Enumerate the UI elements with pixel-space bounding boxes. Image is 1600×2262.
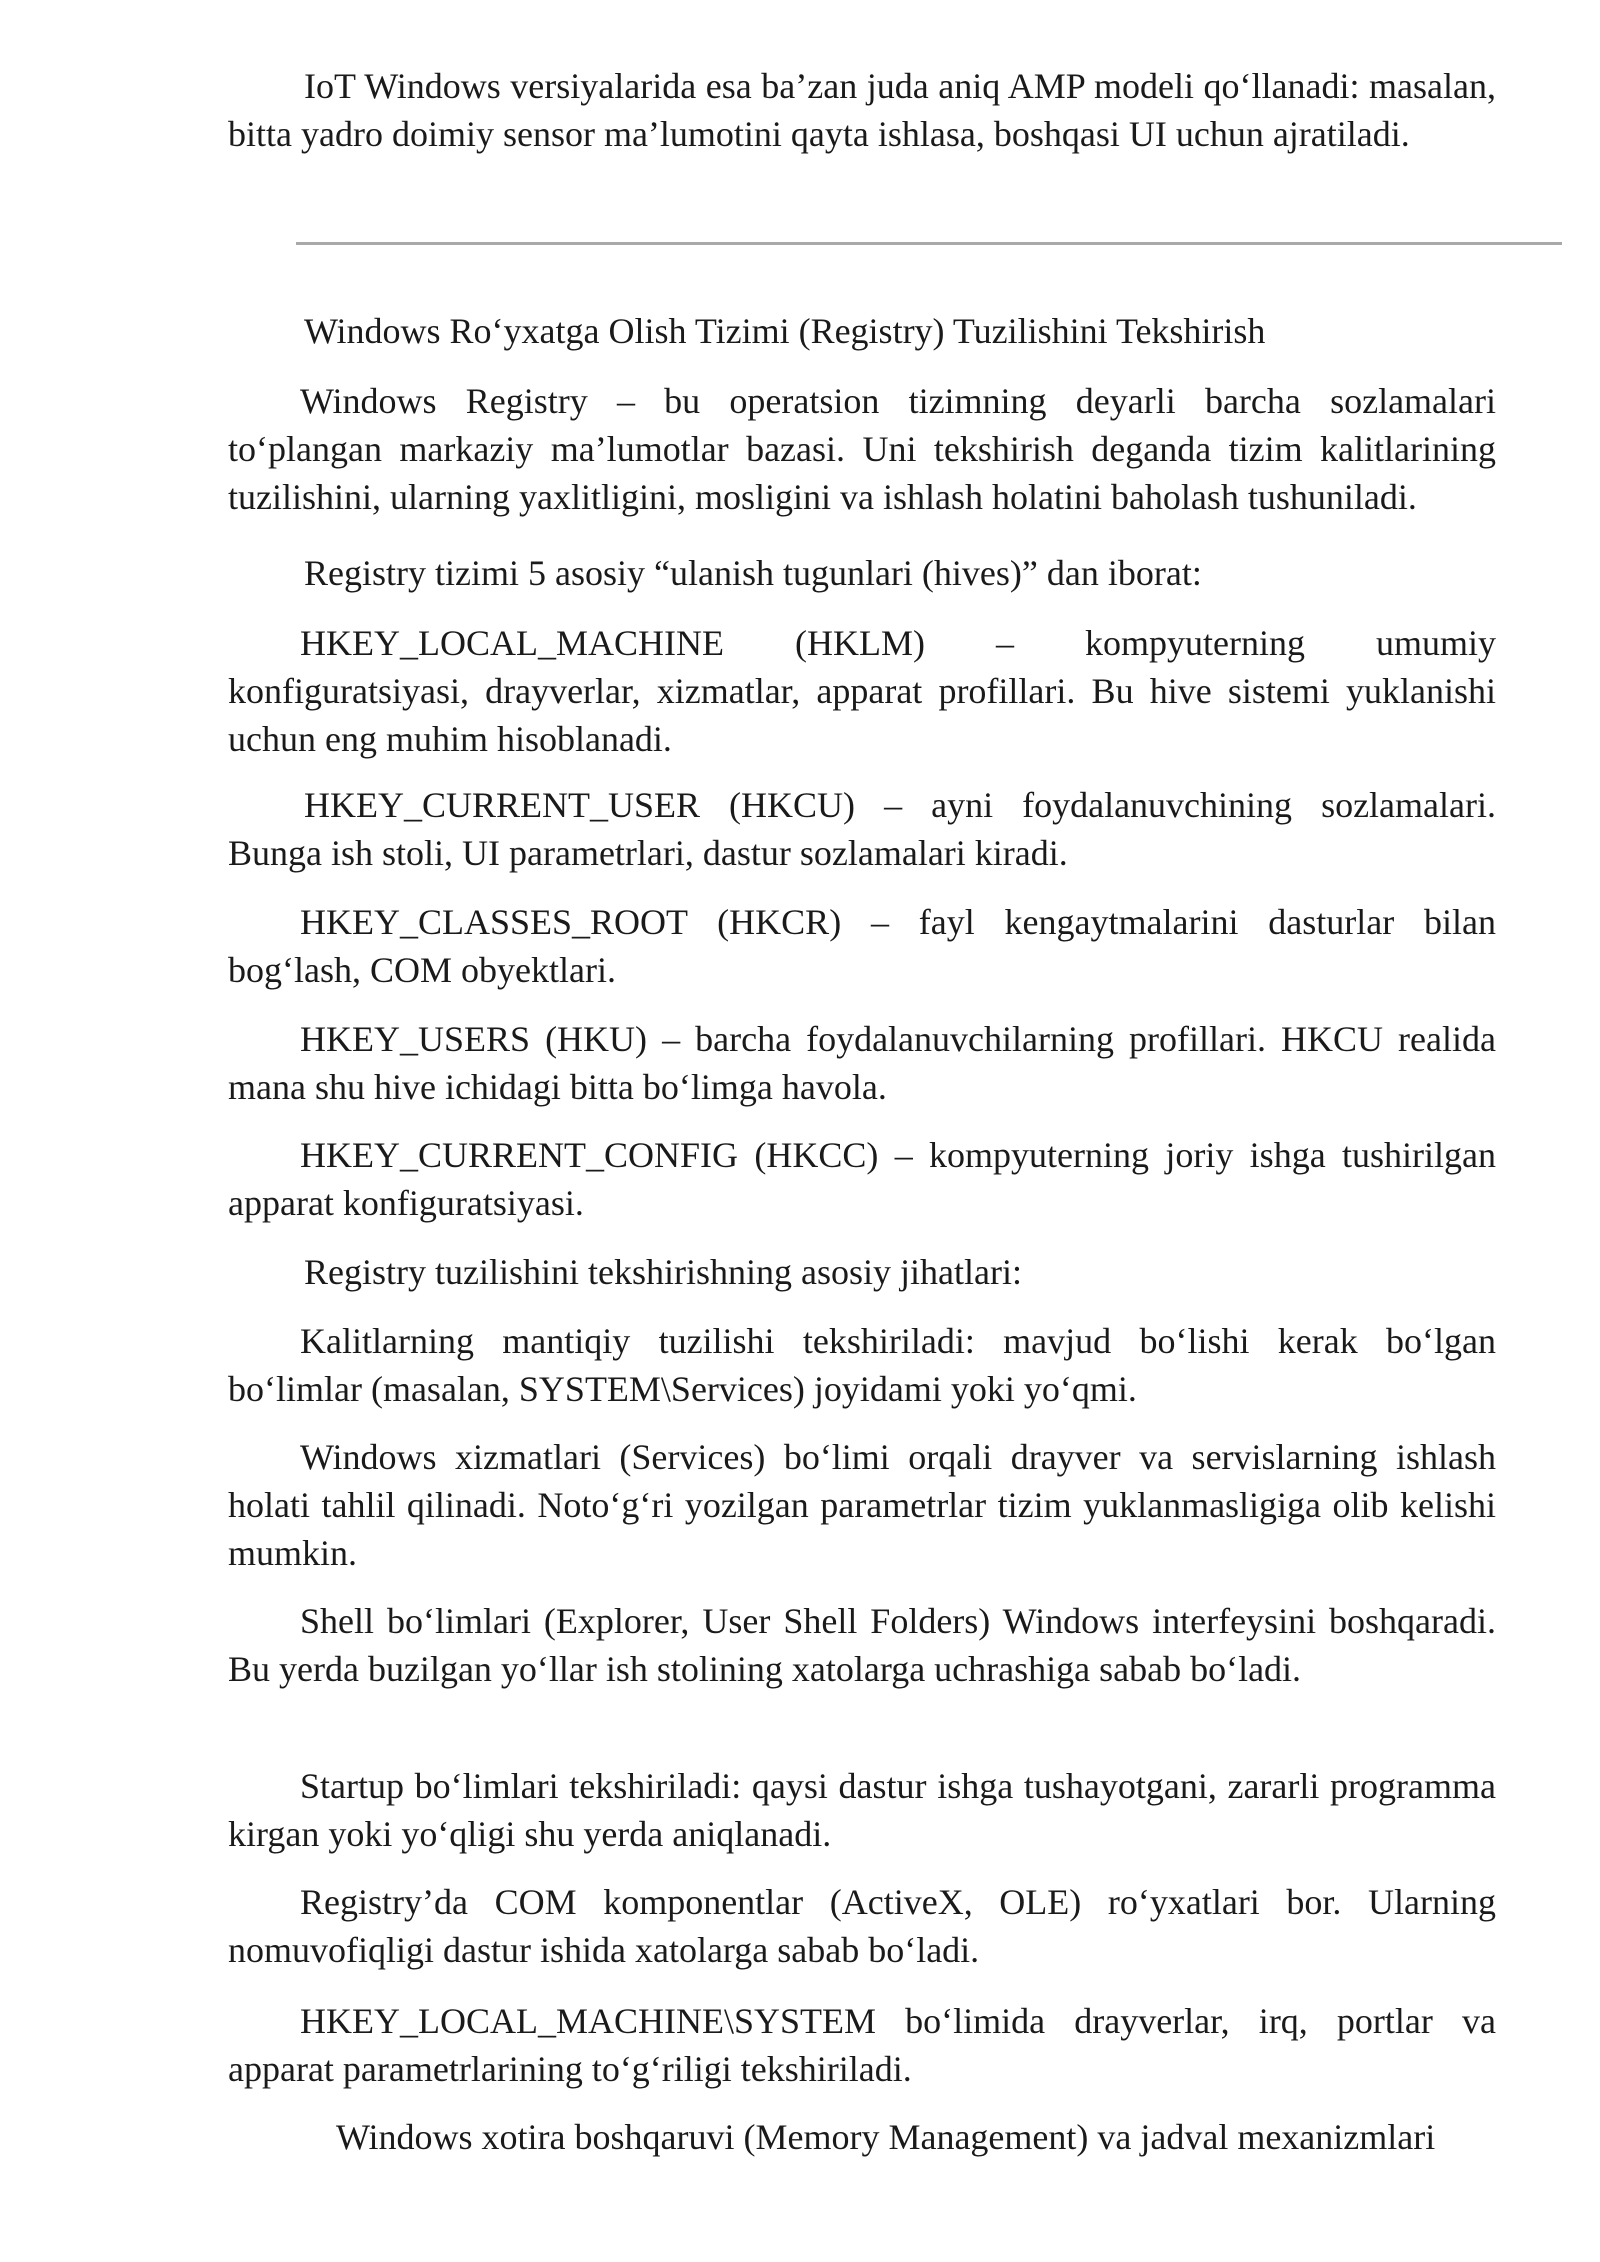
paragraph-aspects-intro: Registry tuzilishini tekshirishning asosiy jihatlari:: [304, 1252, 1022, 1292]
paragraph-shell: Shell bo‘limlari (Explorer, User Shell Folders) Windows interfeysini boshqaradi. Bu yerda buzilgan yo‘llar ish stolining xatolarga uchrashiga sabab bo‘ladi.: [228, 1601, 1496, 1689]
paragraph-keys-structure: Kalitlarning mantiqiy tuzilishi tekshiriladi: mavjud bo‘lishi kerak bo‘lgan bo‘limlar (masalan, SYSTEM\Services) joyidami yoki yo‘qmi.: [228, 1321, 1496, 1409]
paragraph-startup: Startup bo‘limlari tekshiriladi: qaysi dastur ishga tushayotgani, zararli programma kirgan yoki yo‘qligi shu yerda aniqlanadi.: [228, 1766, 1496, 1854]
paragraph-com-components: Registry’da COM komponentlar (ActiveX, OLE) ro‘yxatlari bor. Ularning nomuvofiqligi dastur ishida xatolarga sabab bo‘ladi.: [228, 1882, 1496, 1970]
paragraph-registry-intro: Windows Registry – bu operatsion tizimning deyarli barcha sozlamalari to‘plangan markaziy ma’lumotlar bazasi. Uni tekshirish deganda tizim kalitlarining tuzilishini, ularning yaxlitligini, mosligini va ishlash holatini baholash tushuniladi.: [228, 381, 1496, 517]
paragraph-hkcr: HKEY_CLASSES_ROOT (HKCR) – fayl kengaytmalarini dasturlar bilan bog‘lash, COM obyektlari.: [228, 902, 1496, 990]
horizontal-divider: [296, 242, 1562, 245]
paragraph-hives-intro: Registry tizimi 5 asosiy “ulanish tugunlari (hives)” dan iborat:: [304, 553, 1202, 593]
paragraph-hklm: HKEY_LOCAL_MACHINE (HKLM) – kompyuterning umumiy konfiguratsiyasi, drayverlar, xizmatlar, apparat profillari. Bu hive sistemi yuklanishi uchun eng muhim hisoblanadi.: [228, 623, 1496, 759]
paragraph-hkcu: HKEY_CURRENT_USER (HKCU) – ayni foydalanuvchining sozlamalari. Bunga ish stoli, UI parametrlari, dastur sozlamalari kiradi.: [228, 785, 1496, 873]
paragraph-services: Windows xizmatlari (Services) bo‘limi orqali drayver va servislarning ishlash holati tahlil qilinadi. Noto‘g‘ri yozilgan parametrlar tizim yuklanmasligiga olib kelishi mumkin.: [228, 1437, 1496, 1573]
paragraph-hklm-system: HKEY_LOCAL_MACHINE\SYSTEM bo‘limida drayverlar, irq, portlar va apparat parametrlarining to‘g‘riligi tekshiriladi.: [228, 2001, 1496, 2089]
paragraph-hku: HKEY_USERS (HKU) – barcha foydalanuvchilarning profillari. HKCU realida mana shu hive ichidagi bitta bo‘limga havola.: [228, 1019, 1496, 1107]
paragraph-iot-amp: IoT Windows versiyalarida esa ba’zan juda aniq AMP modeli qo‘llanadi: masalan, bitta yadro doimiy sensor ma’lumotini qayta ishlasa, boshqasi UI uchun ajratiladi.: [228, 66, 1496, 154]
paragraph-memory-management: Windows xotira boshqaruvi (Memory Management) va jadval mexanizmlari: [336, 2117, 1436, 2157]
section-heading-registry: Windows Ro‘yxatga Olish Tizimi (Registry) Tuzilishini Tekshirish: [304, 311, 1266, 351]
paragraph-hkcc: HKEY_CURRENT_CONFIG (HKCC) – kompyuterning joriy ishga tushirilgan apparat konfiguratsiyasi.: [228, 1135, 1496, 1223]
